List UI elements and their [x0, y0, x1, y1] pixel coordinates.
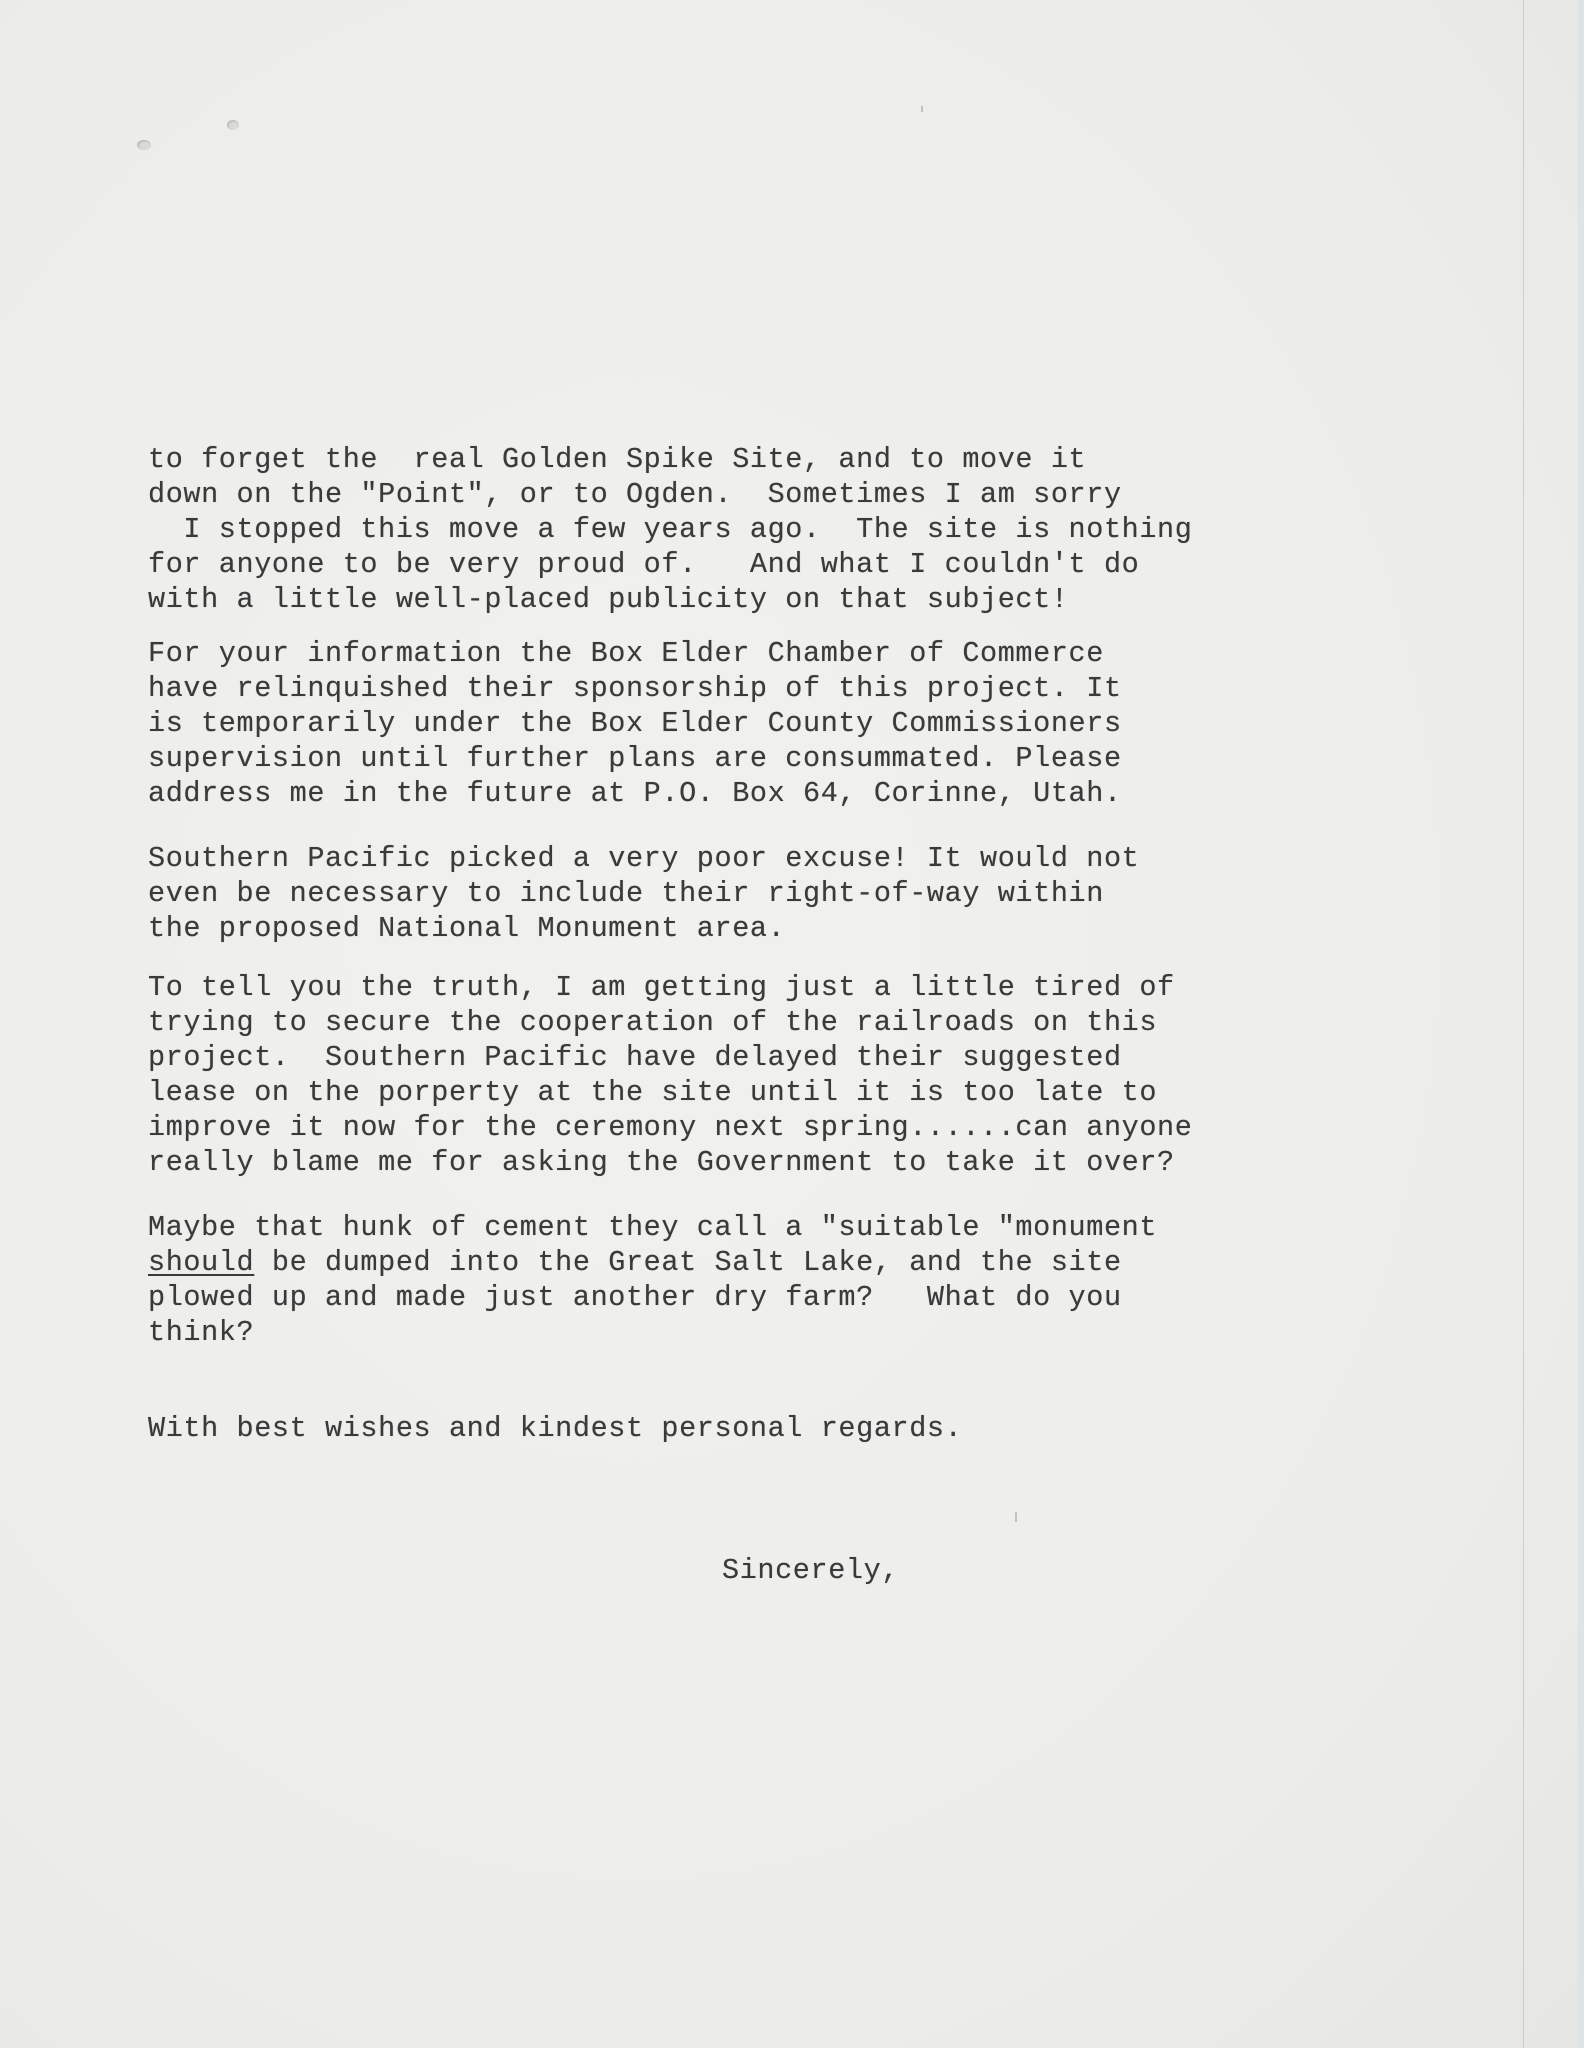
text-line: really blame me for asking the Government to take it over?: [148, 1146, 1175, 1179]
text-line: even be necessary to include their right-of-way within: [148, 877, 1104, 910]
text-line: for anyone to be very proud of. And what I couldn't do: [148, 548, 1140, 581]
text-line: To tell you the truth, I am getting just a little tired of: [148, 971, 1175, 1004]
paragraph-golden-spike-site: [148, 442, 1448, 617]
paper-fold-line: [1523, 0, 1524, 2048]
paragraph-southern-pacific-excuse: [148, 841, 1448, 946]
text-line: address me in the future at P.O. Box 64, Corinne, Utah.: [148, 777, 1122, 810]
text-line: trying to secure the cooperation of the railroads on this: [148, 1006, 1158, 1039]
signoff: Sincerely,: [722, 1554, 900, 1587]
text-line-rest: be dumped into the Great Salt Lake, and the site: [254, 1246, 1122, 1279]
underlined-word: should: [148, 1246, 255, 1279]
text-line: I stopped this move a few years ago. The site is nothing: [148, 513, 1193, 546]
text-line: to forget the real Golden Spike Site, and to move it: [148, 443, 1087, 476]
paragraph-railroad-cooperation: [148, 970, 1448, 1180]
text-line: with a little well-placed publicity on that subject!: [148, 583, 1069, 616]
closing-line: With best wishes and kindest personal regards.: [148, 1412, 963, 1445]
text-line: For your information the Box Elder Chamber of Commerce: [148, 637, 1104, 670]
text-line: supervision until further plans are consummated. Please: [148, 742, 1122, 775]
text-line: project. Southern Pacific have delayed their suggested: [148, 1041, 1122, 1074]
text-line: lease on the porperty at the site until it is too late to: [148, 1076, 1158, 1109]
paragraph-cement-monument: [148, 1210, 1448, 1350]
stray-mark: [921, 106, 923, 112]
paper-dent: [227, 120, 239, 130]
text-line: down on the "Point", or to Ogden. Sometimes I am sorry: [148, 478, 1122, 511]
text-line: Maybe that hunk of cement they call a "suitable "monument: [148, 1211, 1158, 1244]
text-line: the proposed National Monument area.: [148, 912, 786, 945]
paper-dent: [137, 140, 151, 150]
text-line: [148, 1245, 1448, 1280]
paragraph-chamber-of-commerce: [148, 636, 1448, 811]
scan-edge: [1578, 0, 1584, 2048]
text-line: improve it now for the ceremony next spring......can anyone: [148, 1111, 1193, 1144]
text-line: is temporarily under the Box Elder County Commissioners: [148, 707, 1122, 740]
text-line: plowed up and made just another dry farm? What do you: [148, 1281, 1122, 1314]
stray-mark: [1015, 1512, 1017, 1522]
text-line: Southern Pacific picked a very poor excuse! It would not: [148, 842, 1140, 875]
text-line: have relinquished their sponsorship of this project. It: [148, 672, 1122, 705]
text-line: think?: [148, 1316, 255, 1349]
